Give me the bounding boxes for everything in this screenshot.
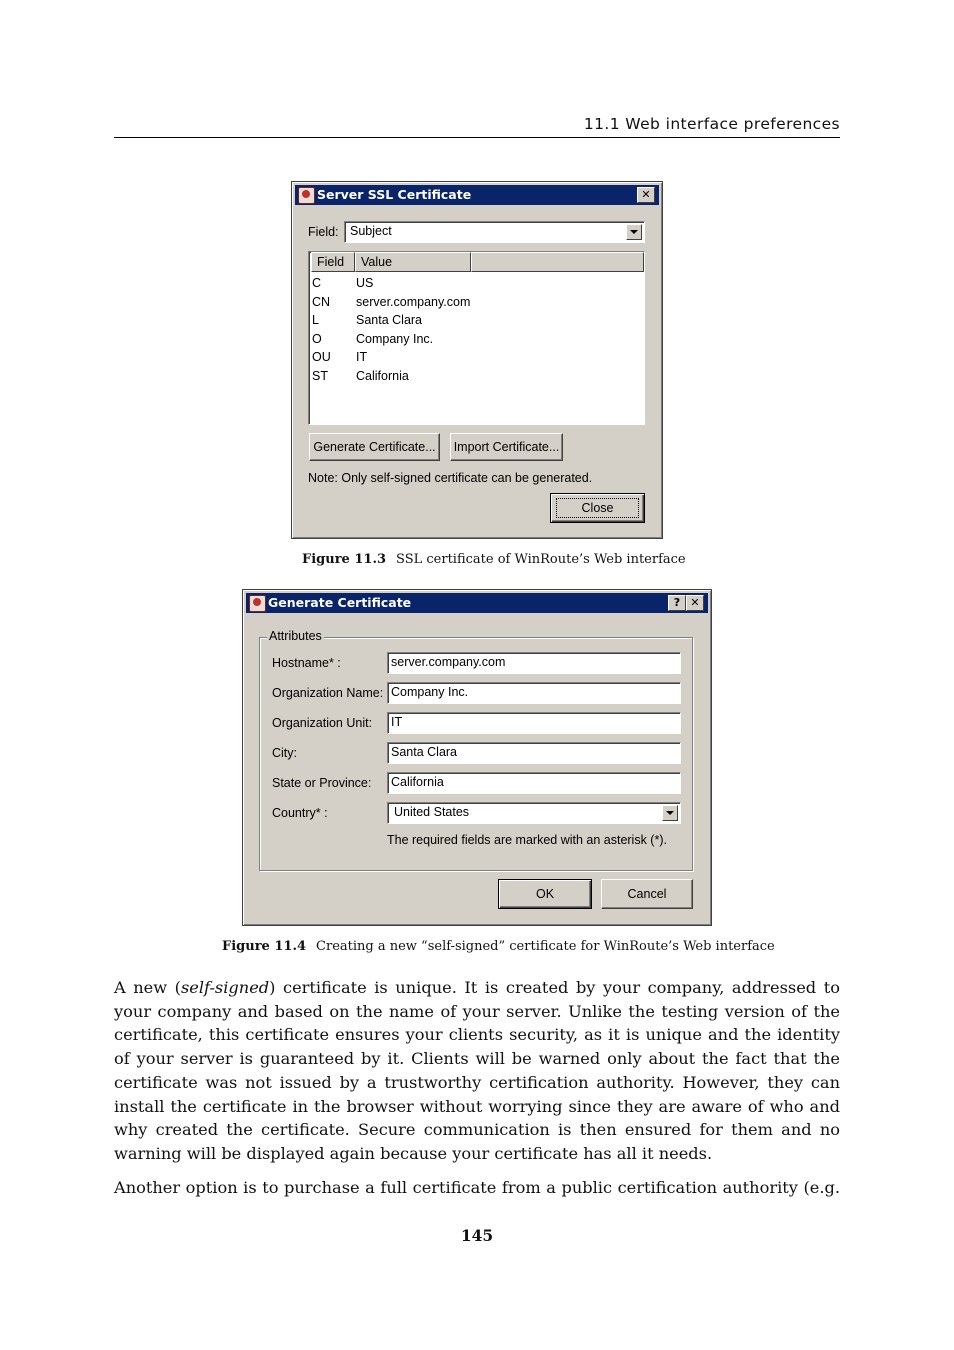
city-field[interactable] [387, 742, 681, 764]
hostname-label: Hostname* : [272, 656, 341, 670]
generate-certificate-button[interactable]: Generate Certificate... [309, 433, 440, 461]
paragraph-emphasis: self-signed [180, 978, 270, 997]
help-icon[interactable]: ? [668, 595, 686, 611]
title-bar [246, 593, 708, 613]
field-select-value: Subject [350, 224, 392, 238]
chevron-down-icon[interactable] [662, 805, 678, 821]
close-icon[interactable]: ✕ [637, 187, 655, 203]
figure-caption-text: SSL certificate of WinRoute’s Web interface [396, 552, 686, 567]
country-label: Country* : [272, 806, 328, 820]
figure-caption-label: Figure 11.4 [222, 939, 307, 954]
list-item-value: US [356, 276, 374, 290]
dialog-title: Server SSL Certificate [317, 187, 472, 202]
running-head [114, 114, 840, 138]
page-number: 145 [460, 1226, 494, 1245]
close-icon[interactable]: ✕ [686, 595, 704, 611]
ok-button[interactable]: OK [498, 879, 592, 909]
organization-name-label: Organization Name: [272, 686, 384, 700]
state-province-label: State or Province: [272, 776, 372, 790]
cancel-button[interactable]: Cancel [601, 879, 693, 909]
server-ssl-certificate-dialog [291, 181, 663, 539]
chevron-down-icon[interactable] [626, 224, 642, 240]
list-item[interactable] [312, 331, 632, 349]
list-item-field: OU [312, 350, 331, 364]
certificate-app-icon [249, 595, 266, 612]
note-text: Note: Only self-signed certificate can be generated. [308, 471, 593, 485]
state-province-field[interactable] [387, 772, 681, 794]
certificate-field-list[interactable] [308, 251, 645, 425]
organization-unit-value: IT [391, 715, 403, 729]
city-value: Santa Clara [391, 745, 458, 759]
list-item-value: server.company.com [356, 295, 471, 309]
hostname-value: server.company.com [391, 655, 506, 669]
figure-caption [302, 552, 686, 567]
country-select[interactable] [387, 802, 681, 824]
field-label: Field: [308, 225, 339, 239]
city-label: City: [272, 746, 297, 760]
paragraph [114, 976, 840, 1166]
attributes-group-label: Attributes [269, 629, 322, 643]
field-select[interactable] [344, 221, 645, 243]
generate-certificate-dialog [242, 589, 712, 926]
running-head-text: 11.1 Web interface preferences [583, 115, 840, 133]
figure-caption-label: Figure 11.3 [302, 552, 387, 567]
list-item-field: L [312, 313, 319, 327]
list-item-field: C [312, 276, 322, 290]
list-item-field: ST [312, 369, 328, 383]
paragraph-rest: ) certificate is unique. It is created by your company, addressed to your company and based on the name of your server. Unlike the testing version of the certificate, this certificate ensures your clients security, as it is unique and the identity of your server is guaranteed by it. Clients will be warned only about the fact that the certificate was not issued by a trustworthy certification authority. However, they can install the certificate in the browser without worrying since they are aware of who and why created the certificate. Secure communication is then ensured for them and no warning will be displayed again because your certificate has all it needs. [114, 978, 840, 1163]
organization-unit-label: Organization Unit: [272, 716, 373, 730]
organization-name-value: Company Inc. [391, 685, 469, 699]
close-button-label: Close [581, 501, 614, 515]
paragraph-start: A new ( [114, 978, 181, 997]
certificate-app-icon [298, 187, 315, 204]
figure-caption-text: Creating a new “self-signed” certificate for WinRoute’s Web interface [316, 939, 775, 954]
organization-name-field[interactable] [387, 682, 681, 704]
list-item-value: Santa Clara [356, 313, 423, 327]
required-fields-note: The required fields are marked with an asterisk (*). [387, 833, 667, 847]
list-item[interactable] [312, 368, 632, 386]
list-item-value: California [356, 369, 409, 383]
list-item[interactable] [312, 294, 632, 312]
list-item[interactable] [312, 349, 632, 367]
organization-unit-field[interactable] [387, 712, 681, 734]
close-button[interactable] [550, 493, 645, 523]
country-select-value: United States [394, 805, 470, 819]
list-item-value: IT [356, 350, 368, 364]
state-province-value: California [391, 775, 444, 789]
import-certificate-button[interactable]: Import Certificate... [450, 433, 563, 461]
list-item-field: O [312, 332, 322, 346]
list-item[interactable] [312, 312, 632, 330]
body-text [114, 976, 840, 1209]
dialog-title: Generate Certificate [268, 595, 412, 610]
column-header-field[interactable]: Field [311, 252, 355, 272]
column-header-value[interactable]: Value [355, 252, 471, 272]
hostname-field[interactable] [387, 652, 681, 674]
list-item-field: CN [312, 295, 331, 309]
figure-caption [222, 939, 775, 954]
paragraph: Another option is to purchase a full certificate from a public certification authority (e.g. [114, 1177, 840, 1197]
list-item-value: Company Inc. [356, 332, 434, 346]
list-item[interactable] [312, 275, 632, 293]
column-header-empty[interactable] [471, 252, 644, 272]
title-bar [295, 185, 659, 205]
